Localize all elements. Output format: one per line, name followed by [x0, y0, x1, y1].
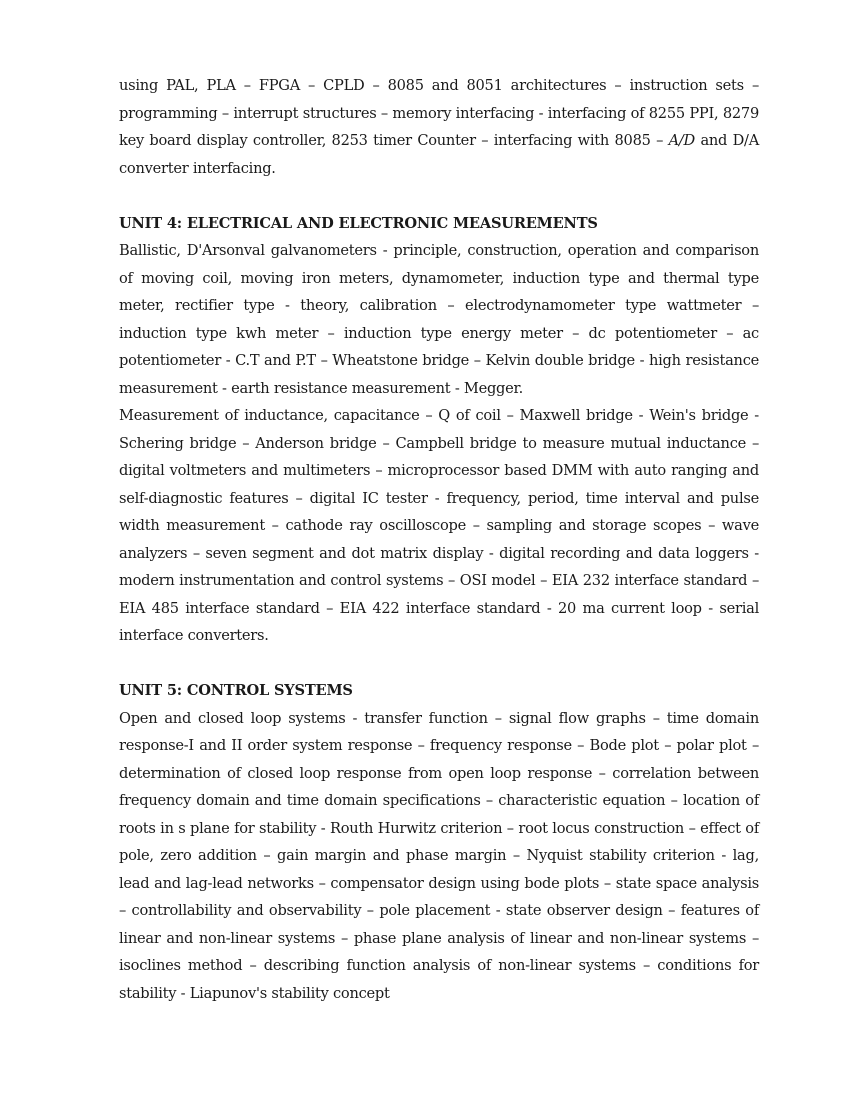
unit4-paragraph-2: Measurement of inductance, capacitance – Q of coil – Maxwell bridge - Wein's bridge - Schering bridge – Anderson bridge – Campbell bridge to measure mutual inductance – digital voltmeters and multimeters – microprocessor based DMM with auto ranging and self-diagnostic features – digital IC tester - frequency, period, time interval and pulse width measurement – cathode ray oscilloscope – sampling and storage scopes – wave analyzers – seven segment and dot matrix display - digital recording and data loggers - modern instrumentation and control systems – OSI model – EIA 232 interface standard – EIA 485 interface standard – EIA 422 interface standard - 20 ma current loop - serial interface converters.: [119, 407, 759, 644]
document-page: [119, 72, 759, 1007]
unit4-body: [119, 237, 759, 650]
unit5-paragraph-1: Open and closed loop systems - transfer function – signal flow graphs – time domain response-I and II order system response – frequency response – Bode plot – polar plot – determination of closed loop response from open loop response – correlation between frequency domain and time domain specifications – characteristic equation – location of roots in s plane for stability - Routh Hurwitz criterion – root locus construction – effect of pole, zero addition – gain margin and phase margin – Nyquist stability criterion - lag, lead and lag-lead networks – compensator design using bode plots – state space analysis – controllability and observability – pole placement - state observer design – features of linear and non-linear systems – phase plane analysis of linear and non-linear systems – isoclines method – describing function analysis of non-linear systems – conditions for stability - Liapunov's stability concept: [119, 709, 759, 1002]
intro-text-end: and D/A converter interfacing.: [119, 132, 759, 177]
unit5-heading: UNIT 5: CONTROL SYSTEMS: [119, 682, 353, 699]
unit4-section: [119, 210, 759, 650]
unit4-heading: UNIT 4: ELECTRICAL AND ELECTRONIC MEASUREMENTS: [119, 214, 598, 232]
unit4-paragraph-1: Ballistic, D'Arsonval galvanometers - principle, construction, operation and comparison of moving coil, moving iron meters, dynamometer, induction type and thermal type meter, rectifier type - theory, calibration – electrodynamometer type wattmeter – induction type kwh meter – induction type energy meter – dc potentiometer – ac potentiometer - C.T and P.T – Wheatstone bridge – Kelvin double bridge - high resistance measurement - earth resistance measurement - Megger.: [119, 242, 759, 397]
intro-text-start: using PAL, PLA – FPGA – CPLD – 8085 and 8051 architectures – instruction sets – programming – interrupt structures – memory interfacing - interfacing of 8255 PPI, 8279 key board display controller, 8253 timer Counter – interfacing with 8085 –: [119, 77, 759, 149]
unit5-section: [119, 677, 759, 1007]
unit5-body: [119, 705, 759, 1008]
intro-paragraph: [119, 72, 759, 182]
intro-italic-term: A/D: [668, 132, 695, 149]
